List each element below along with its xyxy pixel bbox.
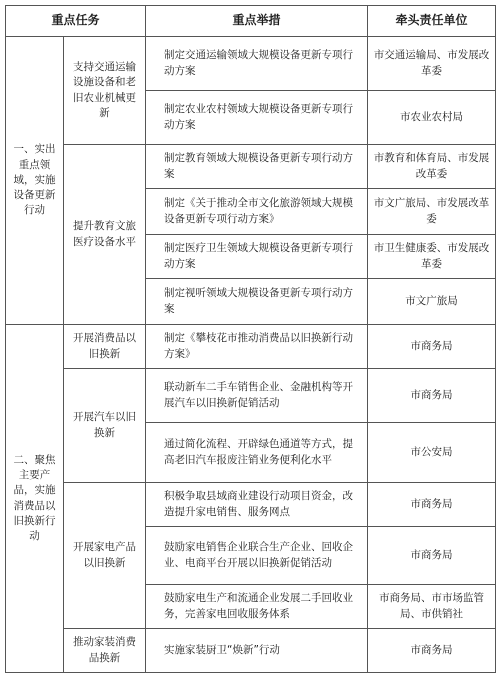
task-cell: 二、聚焦主要产品，实施消费品以旧换新行动 — [6, 325, 64, 673]
table-row — [6, 145, 496, 189]
table-row — [6, 325, 496, 369]
header-task: 重点任务 — [6, 6, 146, 37]
measure-cell: 制定交通运输领域大规模设备更新专项行动方案 — [146, 37, 368, 91]
table-row — [6, 483, 496, 527]
unit-cell: 市交通运输局、市发展改革委 — [368, 37, 496, 91]
table-row — [6, 37, 496, 91]
measure-cell: 联动新车二手车销售企业、金融机构等开展汽车以旧换新促销活动 — [146, 369, 368, 423]
unit-cell: 市文广旅局、市发展改革委 — [368, 189, 496, 235]
subtask-cell: 开展家电产品以旧换新 — [64, 483, 146, 629]
unit-cell: 市文广旅局 — [368, 279, 496, 325]
measure-cell: 制定教育领域大规模设备更新专项行动方案 — [146, 145, 368, 189]
table-row — [6, 369, 496, 423]
measure-cell: 制定视听领域大规模设备更新专项行动方案 — [146, 279, 368, 325]
unit-cell: 市卫生健康委、市发展改革委 — [368, 235, 496, 279]
header-row — [6, 6, 496, 37]
measure-cell: 制定医疗卫生领域大规模设备更新专项行动方案 — [146, 235, 368, 279]
task-cell: 一、实出重点领域，实施设备更新行动 — [6, 37, 64, 325]
header-unit: 牵头责任单位 — [368, 6, 496, 37]
unit-cell: 市商务局 — [368, 369, 496, 423]
unit-cell: 市商务局 — [368, 483, 496, 527]
measure-cell: 制定农业农村领域大规模设备更新专项行动方案 — [146, 91, 368, 145]
measure-cell: 积极争取县域商业建设行动项目资金，改造提升家电销售、服务网点 — [146, 483, 368, 527]
unit-cell: 市商务局 — [368, 325, 496, 369]
subtask-cell: 开展消费品以旧换新 — [64, 325, 146, 369]
table-row — [6, 629, 496, 673]
unit-cell: 市商务局 — [368, 527, 496, 585]
unit-cell: 市商务局 — [368, 629, 496, 673]
unit-cell: 市商务局、市市场监管局、市供销社 — [368, 585, 496, 629]
unit-cell: 市公安局 — [368, 423, 496, 483]
unit-cell: 市教育和体育局、市发展改革委 — [368, 145, 496, 189]
measure-cell: 实施家装厨卫“焕新”行动 — [146, 629, 368, 673]
measure-cell: 通过简化流程、开辟绿色通道等方式，提高老旧汽车报废注销业务便利化水平 — [146, 423, 368, 483]
measure-cell: 鼓励家电销售企业联合生产企业、回收企业、电商平台开展以旧换新促销活动 — [146, 527, 368, 585]
subtask-cell: 提升教育文旅医疗设备水平 — [64, 145, 146, 325]
measure-cell: 鼓励家电生产和流通企业发展二手回收业务，完善家电回收服务体系 — [146, 585, 368, 629]
subtask-cell: 推动家装消费品换新 — [64, 629, 146, 673]
measure-cell: 制定《关于推动全市文化旅游领域大规模设备更新专项行动方案》 — [146, 189, 368, 235]
header-measure: 重点举措 — [146, 6, 368, 37]
measures-table — [5, 5, 496, 673]
subtask-cell: 开展汽车以旧换新 — [64, 369, 146, 483]
unit-cell: 市农业农村局 — [368, 91, 496, 145]
subtask-cell: 支持交通运输设施设备和老旧农业机械更新 — [64, 37, 146, 145]
measure-cell: 制定《攀枝花市推动消费品以旧换新行动方案》 — [146, 325, 368, 369]
